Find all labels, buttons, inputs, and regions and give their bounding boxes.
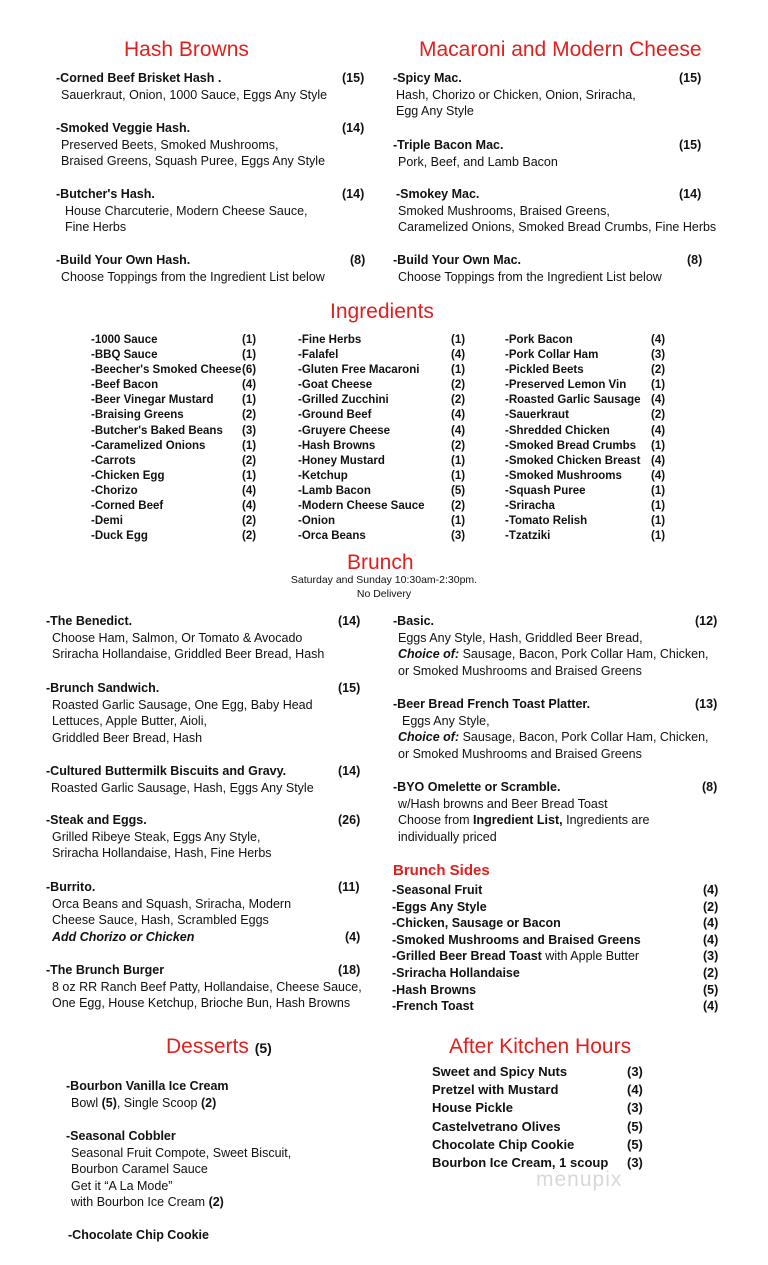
- ingredient-price: (1): [451, 364, 466, 377]
- ingredient-name: -Squash Puree: [505, 484, 586, 497]
- after-kitchen-price: (3): [627, 1155, 643, 1171]
- ingredient-price: (1): [651, 379, 666, 392]
- side-name: -Hash Browns: [392, 982, 477, 997]
- item-name: -Cultured Buttermilk Biscuits and Gravy.: [46, 764, 287, 778]
- item-desc: Get it “A La Mode”: [71, 1178, 173, 1193]
- item-name: -Brunch Sandwich.: [46, 681, 160, 695]
- choice-text: Sausage, Bacon, Pork Collar Ham, Chicken,: [459, 647, 709, 661]
- ingredient-name: -Pickled Beets: [505, 364, 584, 377]
- item-price: (8): [350, 253, 366, 267]
- item-desc: Braised Greens, Squash Puree, Eggs Any Style: [61, 154, 326, 168]
- ingredient-price: (1): [242, 439, 257, 452]
- ingredient-price: (1): [451, 454, 466, 467]
- desc-text: , Single Scoop: [116, 1095, 201, 1110]
- brunch-sides-title: Brunch Sides: [393, 862, 490, 879]
- menu-item: [393, 186, 723, 236]
- item-desc: Roasted Garlic Sausage, Hash, Eggs Any Style: [51, 780, 314, 795]
- item-name: -Basic.: [393, 614, 434, 628]
- item-desc: Pork, Beef, and Lamb Bacon: [398, 154, 558, 169]
- ingredient-row: [505, 469, 675, 484]
- after-kitchen-name: Sweet and Spicy Nuts: [432, 1064, 568, 1079]
- item-name: -BYO Omelette or Scramble.: [393, 780, 561, 794]
- ingredient-name: -Sauerkraut: [505, 409, 569, 422]
- ingredient-name: -Braising Greens: [91, 409, 184, 422]
- ingredient-price: (4): [242, 379, 257, 392]
- item-desc: Choose Ham, Salmon, Or Tomato & Avocado: [52, 630, 303, 645]
- ingredient-name: -Carrots: [91, 454, 136, 467]
- ingredient-name: -Pork Collar Ham: [505, 349, 599, 362]
- ingredient-row: [505, 484, 675, 499]
- item-price: (8): [687, 253, 703, 267]
- after-kitchen-row: [432, 1099, 643, 1117]
- ingredient-row: [298, 454, 468, 469]
- addon-price: (4): [345, 929, 361, 944]
- item-desc: [66, 1095, 346, 1112]
- ingredient-row: [91, 499, 261, 514]
- item-desc: Preserved Beets, Smoked Mushrooms,: [61, 137, 279, 152]
- menu-item: [66, 1078, 346, 1111]
- ingredient-price: (1): [451, 515, 466, 528]
- ingredient-name: -Pork Bacon: [505, 334, 573, 346]
- after-kitchen-row: [432, 1118, 643, 1136]
- ingredient-name: -Gruyere Cheese: [298, 424, 391, 437]
- ingredient-name: -Demi: [91, 515, 123, 528]
- item-price: (15): [342, 71, 365, 85]
- ingredient-price: (4): [651, 334, 666, 346]
- watermark-logo: menupix: [536, 1168, 623, 1191]
- ingredient-row: [298, 439, 468, 454]
- item-price: (26): [338, 813, 361, 827]
- side-name: -Sriracha Hollandaise: [392, 965, 520, 980]
- side-price: (2): [703, 965, 719, 980]
- after-kitchen-list: [432, 1063, 643, 1172]
- ingredient-price: (1): [242, 349, 257, 362]
- menu-item: [393, 696, 723, 762]
- after-kitchen-price: (4): [627, 1082, 643, 1098]
- ingredient-name: -Chorizo: [91, 484, 138, 497]
- side-price: (4): [703, 883, 719, 897]
- ingredient-row: [298, 514, 468, 529]
- ingredient-row: [91, 484, 261, 499]
- ingredient-price: (1): [242, 334, 257, 346]
- desc-bold: Ingredient List,: [473, 813, 563, 827]
- item-desc: Sriracha Hollandaise, Hash, Fine Herbs: [52, 846, 272, 860]
- item-name: -Smoked Veggie Hash.: [56, 121, 191, 135]
- ingredient-price: (1): [651, 439, 666, 452]
- menu-item: [46, 879, 366, 945]
- item-price: (14): [679, 187, 702, 201]
- ingredient-name: -Gluten Free Macaroni: [298, 364, 420, 377]
- ingredient-name: -Smoked Bread Crumbs: [505, 439, 637, 452]
- item-desc: Choose Toppings from the Ingredient List below: [398, 269, 662, 284]
- ingredient-price: (2): [242, 515, 257, 528]
- after-kitchen-row: [432, 1136, 643, 1154]
- side-price: (2): [703, 899, 719, 914]
- item-name: -Steak and Eggs.: [46, 813, 147, 827]
- item-price: (15): [679, 138, 702, 152]
- item-desc: Roasted Garlic Sausage, One Egg, Baby Head: [52, 697, 313, 712]
- item-addon: [46, 929, 366, 946]
- menu-item: [393, 252, 705, 285]
- brunch-delivery: No Delivery: [356, 588, 412, 600]
- side-row: [392, 998, 722, 1015]
- item-desc: [66, 1194, 346, 1211]
- after-kitchen-row: [432, 1081, 643, 1099]
- ingredient-price: (4): [651, 394, 666, 407]
- ingredient-name: -Grilled Zucchini: [298, 394, 389, 407]
- ingredient-row: [298, 363, 468, 378]
- desc-text: Bowl: [71, 1095, 102, 1110]
- item-name: -The Benedict.: [46, 614, 133, 628]
- brunch-title: Brunch: [347, 551, 414, 574]
- ingredient-price: (1): [651, 500, 666, 513]
- ingredient-name: -Chicken Egg: [91, 469, 165, 482]
- ingredient-name: -BBQ Sauce: [91, 349, 158, 362]
- ingredient-name: -Sriracha: [505, 500, 555, 513]
- ingredient-price: (1): [242, 394, 257, 407]
- ingredient-price: (2): [451, 439, 466, 452]
- ingredient-name: -Smoked Mushrooms: [505, 469, 622, 482]
- item-desc: Sriracha Hollandaise, Griddled Beer Bread, Hash: [52, 647, 325, 661]
- ingredient-row: [505, 363, 675, 378]
- ingredient-name: -Honey Mustard: [298, 454, 385, 467]
- choice-label: Choice of:: [398, 730, 460, 744]
- ingredient-row: [298, 424, 468, 439]
- item-price: (15): [338, 681, 361, 695]
- ingredient-price: (4): [242, 500, 257, 513]
- after-kitchen-name: House Pickle: [432, 1100, 513, 1116]
- side-row: [392, 982, 722, 999]
- item-desc: Seasonal Fruit Compote, Sweet Biscuit,: [71, 1145, 292, 1160]
- ingredient-price: (1): [451, 334, 466, 346]
- ingredient-row: [298, 378, 468, 393]
- ingredient-row: [91, 348, 261, 363]
- item-desc: One Egg, House Ketchup, Brioche Bun, Hash Browns: [52, 996, 351, 1010]
- ingredient-row: [298, 529, 468, 544]
- ingredient-name: -Ketchup: [298, 469, 348, 482]
- menu-item: [393, 70, 705, 120]
- item-name: -Chocolate Chip Cookie: [68, 1228, 209, 1242]
- ingredient-row: [91, 424, 261, 439]
- side-price: (3): [703, 949, 719, 964]
- ingredient-price: (4): [451, 349, 466, 362]
- after-kitchen-price: (5): [627, 1136, 643, 1152]
- ingredient-name: -Caramelized Onions: [91, 439, 206, 452]
- after-kitchen-title: After Kitchen Hours: [449, 1035, 632, 1058]
- item-name: -Seasonal Cobbler: [66, 1129, 176, 1143]
- item-name: -Bourbon Vanilla Ice Cream: [66, 1079, 229, 1093]
- side-name: -Chicken, Sausage or Bacon: [392, 916, 561, 931]
- ingredient-name: -Onion: [298, 515, 336, 528]
- item-desc: House Charcuterie, Modern Cheese Sauce,: [65, 203, 308, 218]
- desserts-title: [166, 1035, 272, 1059]
- ingredient-name: -Goat Cheese: [298, 379, 373, 392]
- ingredient-price: (1): [651, 530, 666, 543]
- item-desc: w/Hash browns and Beer Bread Toast: [398, 796, 608, 811]
- item-desc: Sauerkraut, Onion, 1000 Sauce, Eggs Any Style: [61, 87, 328, 102]
- ingredient-row: [91, 469, 261, 484]
- ingredient-price: (1): [242, 469, 257, 482]
- ingredients-column-2: [298, 333, 468, 544]
- item-desc: [393, 812, 723, 829]
- desc-bold: (5): [101, 1095, 117, 1110]
- after-kitchen-row: [432, 1063, 643, 1081]
- after-kitchen-name: Castelvetrano Olives: [432, 1118, 561, 1134]
- ingredient-row: [298, 333, 468, 348]
- ingredient-price: (3): [242, 424, 257, 437]
- item-desc: Choose Toppings from the Ingredient List below: [61, 269, 325, 284]
- ingredient-price: (2): [651, 364, 666, 377]
- menu-item: [46, 680, 366, 746]
- menu-item: [393, 137, 705, 170]
- ingredient-row: [298, 348, 468, 363]
- ingredient-row: [91, 439, 261, 454]
- menu-item: [68, 1227, 348, 1244]
- ingredient-price: (5): [451, 484, 466, 497]
- ingredient-row: [91, 333, 261, 348]
- menu-item: [393, 613, 723, 679]
- ingredient-price: (4): [651, 469, 666, 482]
- ingredient-name: -Duck Egg: [91, 530, 148, 543]
- menu-item: [46, 613, 366, 663]
- ingredient-price: (1): [651, 484, 666, 497]
- ingredient-name: -Fine Herbs: [298, 334, 362, 346]
- desc-text: Ingredients are: [562, 813, 650, 827]
- ingredient-price: (4): [451, 409, 466, 422]
- item-price: (18): [338, 963, 361, 977]
- item-price: (11): [338, 880, 360, 894]
- ingredient-name: -Preserved Lemon Vin: [505, 379, 627, 392]
- ingredient-price: (2): [242, 409, 257, 422]
- ingredient-row: [505, 454, 675, 469]
- ingredient-row: [91, 393, 261, 408]
- item-desc: Smoked Mushrooms, Braised Greens,: [398, 203, 610, 218]
- desserts-title-text: Desserts: [166, 1035, 249, 1058]
- brunch-sides-list: [392, 882, 722, 1015]
- item-desc: Eggs Any Style, Hash, Griddled Beer Bread,: [398, 630, 643, 645]
- ingredient-row: [505, 424, 675, 439]
- item-desc: Caramelized Onions, Smoked Bread Crumbs, Fine Herbs: [398, 220, 717, 234]
- item-name: -Corned Beef Brisket Hash .: [56, 71, 222, 85]
- ingredient-row: [505, 393, 675, 408]
- ingredient-row: [298, 484, 468, 499]
- ingredient-name: -Butcher's Baked Beans: [91, 424, 223, 437]
- ingredient-row: [298, 469, 468, 484]
- hash-browns-title: Hash Browns: [124, 38, 249, 61]
- item-desc: [393, 646, 723, 663]
- item-desc: Bourbon Caramel Sauce: [71, 1162, 208, 1176]
- menu-item: [46, 962, 376, 1012]
- ingredient-row: [298, 499, 468, 514]
- ingredient-name: -Orca Beans: [298, 530, 366, 543]
- ingredient-price: (1): [651, 515, 666, 528]
- item-name: -Burrito.: [46, 880, 96, 894]
- desc-bold: (2): [208, 1195, 224, 1209]
- side-row: [392, 965, 722, 982]
- ingredient-name: -Beef Bacon: [91, 379, 159, 392]
- ingredient-row: [505, 439, 675, 454]
- ingredient-name: -Shredded Chicken: [505, 424, 610, 437]
- side-name: -Seasonal Fruit: [392, 883, 483, 897]
- menu-item: [66, 1128, 346, 1211]
- menu-item: [393, 779, 723, 845]
- item-desc: Eggs Any Style,: [402, 713, 490, 728]
- item-name: -Beer Bread French Toast Platter.: [393, 697, 591, 711]
- item-price: (13): [695, 697, 718, 711]
- ingredient-price: (6): [242, 364, 257, 377]
- side-name: -French Toast: [392, 999, 474, 1014]
- item-price: (14): [342, 121, 365, 135]
- after-kitchen-name: Pretzel with Mustard: [432, 1082, 559, 1098]
- side-price: (4): [703, 999, 719, 1014]
- after-kitchen-price: (3): [627, 1064, 643, 1079]
- side-row: [392, 899, 722, 916]
- after-kitchen-name: Chocolate Chip Cookie: [432, 1136, 575, 1152]
- brunch-hours: Saturday and Sunday 10:30am-2:30pm.: [290, 574, 478, 586]
- ingredients-column-1: [91, 333, 261, 544]
- ingredient-row: [91, 378, 261, 393]
- menu-item: [56, 70, 368, 103]
- ingredient-name: -Tzatziki: [505, 530, 551, 543]
- item-name: -The Brunch Burger: [46, 963, 165, 977]
- ingredient-name: -Falafel: [298, 349, 339, 362]
- item-desc: Egg Any Style: [396, 104, 474, 118]
- item-desc: or Smoked Mushrooms and Braised Greens: [398, 746, 642, 761]
- desserts-price: (5): [254, 1040, 272, 1056]
- after-kitchen-name: Bourbon Ice Cream, 1 scoup: [432, 1155, 609, 1171]
- ingredient-price: (4): [651, 424, 666, 437]
- desc-bold: (2): [200, 1095, 217, 1110]
- item-desc: or Smoked Mushrooms and Braised Greens: [398, 663, 642, 678]
- side-row: [392, 915, 722, 932]
- side-row: [392, 932, 722, 949]
- ingredient-row: [505, 499, 675, 514]
- ingredient-name: -Smoked Chicken Breast: [505, 454, 641, 467]
- choice-label: Choice of:: [398, 647, 460, 661]
- side-row: [392, 882, 722, 899]
- item-desc: 8 oz RR Ranch Beef Patty, Hollandaise, Cheese Sauce,: [52, 979, 362, 994]
- item-name: -Butcher's Hash.: [56, 187, 155, 201]
- side-extra: with Apple Butter: [541, 949, 640, 964]
- desc-text: with Bourbon Ice Cream: [71, 1195, 209, 1209]
- ingredient-row: [505, 348, 675, 363]
- ingredient-price: (4): [651, 454, 666, 467]
- ingredient-price: (2): [451, 394, 466, 407]
- side-price: (4): [703, 916, 719, 931]
- ingredient-name: -Modern Cheese Sauce: [298, 500, 425, 513]
- macaroni-title: Macaroni and Modern Cheese: [419, 38, 702, 61]
- item-price: (15): [679, 71, 702, 85]
- after-kitchen-price: (3): [627, 1100, 643, 1116]
- ingredient-name: -Lamb Bacon: [298, 484, 371, 497]
- item-desc: Griddled Beer Bread, Hash: [52, 730, 203, 745]
- ingredient-row: [91, 514, 261, 529]
- item-desc: Grilled Ribeye Steak, Eggs Any Style,: [52, 829, 261, 844]
- item-name: -Build Your Own Mac.: [393, 253, 522, 267]
- ingredient-name: -Roasted Garlic Sausage: [505, 394, 641, 407]
- ingredient-row: [505, 529, 675, 544]
- ingredients-title: Ingredients: [330, 300, 434, 323]
- side-price: (5): [703, 982, 719, 997]
- ingredient-price: (3): [651, 349, 666, 362]
- menu-item: [56, 120, 368, 170]
- ingredient-price: (1): [451, 469, 466, 482]
- ingredient-name: -Beer Vinegar Mustard: [91, 394, 214, 407]
- item-price: (8): [702, 780, 718, 794]
- ingredient-row: [505, 333, 675, 348]
- item-price: (14): [342, 187, 365, 201]
- ingredient-price: (2): [451, 379, 466, 392]
- side-row: [392, 948, 722, 965]
- ingredient-row: [298, 393, 468, 408]
- side-price: (4): [703, 932, 719, 947]
- ingredients-column-3: [505, 333, 675, 544]
- menu-item: [56, 186, 368, 236]
- ingredient-price: (2): [242, 530, 257, 543]
- item-name: -Triple Bacon Mac.: [393, 138, 504, 152]
- ingredient-row: [91, 363, 261, 378]
- ingredient-price: (4): [451, 424, 466, 437]
- side-name: -Eggs Any Style: [392, 899, 487, 914]
- item-desc: Lettuces, Apple Butter, Aioli,: [52, 714, 207, 728]
- ingredient-price: (4): [242, 484, 257, 497]
- ingredient-row: [91, 529, 261, 544]
- item-desc: Cheese Sauce, Hash, Scrambled Eggs: [52, 913, 269, 927]
- item-desc: [393, 729, 723, 746]
- item-desc: Orca Beans and Squash, Sriracha, Modern: [52, 896, 292, 911]
- item-desc: Fine Herbs: [65, 220, 127, 234]
- ingredient-name: -Corned Beef: [91, 500, 164, 513]
- choice-text: Sausage, Bacon, Pork Collar Ham, Chicken,: [459, 730, 709, 744]
- after-kitchen-price: (5): [627, 1118, 643, 1134]
- item-desc: Hash, Chorizo or Chicken, Onion, Sriracha,: [396, 87, 636, 102]
- ingredient-price: (3): [451, 530, 466, 543]
- item-price: (14): [338, 614, 361, 628]
- item-desc: individually priced: [398, 829, 497, 844]
- ingredient-price: (2): [242, 454, 257, 467]
- ingredient-name: -Tomato Relish: [505, 515, 588, 528]
- ingredient-name: -1000 Sauce: [91, 334, 158, 346]
- ingredient-name: -Beecher's Smoked Cheese: [91, 364, 242, 377]
- ingredient-row: [505, 378, 675, 393]
- item-name: -Smokey Mac.: [396, 187, 480, 201]
- item-price: (14): [338, 764, 361, 778]
- menu-item: [46, 763, 366, 796]
- ingredient-row: [298, 408, 468, 423]
- menu-item: [56, 252, 368, 285]
- side-name: -Grilled Beer Bread Toast: [392, 949, 542, 964]
- ingredient-row: [505, 514, 675, 529]
- ingredient-price: (2): [651, 409, 666, 422]
- item-name: -Spicy Mac.: [393, 71, 462, 85]
- side-name: -Smoked Mushrooms and Braised Greens: [392, 932, 641, 947]
- item-name: -Build Your Own Hash.: [56, 253, 191, 267]
- item-price: (12): [695, 614, 718, 628]
- ingredient-name: -Ground Beef: [298, 409, 372, 422]
- ingredient-row: [91, 454, 261, 469]
- ingredient-price: (2): [451, 500, 466, 513]
- addon-label: Add Chorizo or Chicken: [52, 929, 195, 944]
- ingredient-name: -Hash Browns: [298, 439, 376, 452]
- desc-text: Choose from: [398, 813, 474, 827]
- menu-item: [46, 812, 366, 862]
- ingredient-row: [91, 408, 261, 423]
- ingredient-row: [505, 408, 675, 423]
